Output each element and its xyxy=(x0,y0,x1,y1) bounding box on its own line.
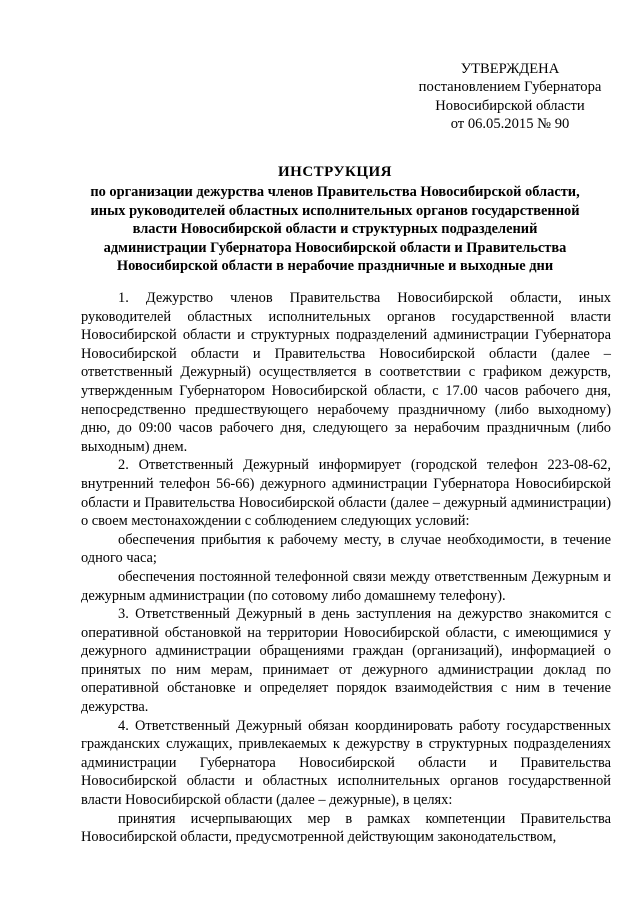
title-line: администрации Губернатора Новосибирской области и Правительства xyxy=(103,239,567,256)
paragraph-1: 1. Дежурство членов Правительства Новосибирской области, иных руководителей областных исполнительных органов государственной власти Новосибирской области и структурных подразделений администрации Губернатора Новосибирской области и Правительства Новосибирской области (далее – ответственный Дежурный) осуществляется в соответствии с графиком дежурств, утвержденным Губернатором Новосибирской области, с 17.00 часов рабочего дня, непосредственно предшествующего нерабочему праздничному (либо выходному) дню, до 09:00 часов рабочего дня, следующего за нерабочим праздничным (либо выходным) днем. xyxy=(81,290,611,455)
approval-date-number: от 06.05.2015 № 90 xyxy=(450,116,570,133)
paragraph-2: 2. Ответственный Дежурный информирует (городской телефон 223-08-62, внутренний телефон 56-66) дежурного администрации Губернатора Новосибирской области и Правительства Новосибирской области (далее – дежурный администрации) о своем местонахождении с соблюдением следующих условий: xyxy=(81,457,611,530)
title-line: по организации дежурства членов Правительства Новосибирской области, xyxy=(90,184,580,201)
paragraph-2-condition-2: обеспечения постоянной телефонной связи между ответственным Дежурным и дежурным администрации (по сотовому либо домашнему телефону). xyxy=(81,568,611,604)
approval-decree: постановлением Губернатора xyxy=(418,79,602,96)
title-line: иных руководителей областных исполнительных органов государственной xyxy=(90,202,580,219)
approval-stamp xyxy=(395,60,625,134)
paragraph-4-purpose-1: принятия исчерпывающих мер в рамках компетенции Правительства Новосибирской области, предусмотренной действующим законодательством, xyxy=(81,810,611,846)
title-heading: ИНСТРУКЦИЯ xyxy=(277,164,392,180)
approval-region: Новосибирской области xyxy=(435,97,585,114)
paragraph-2-condition-1: обеспечения прибытия к рабочему месту, в случае необходимости, в течение одного часа; xyxy=(81,531,611,567)
paragraph-3: 3. Ответственный Дежурный в день заступления на дежурство знакомится с оперативной обстановкой на территории Новосибирской области, с имеющимися у дежурного администрации обращениями граждан (организаций), информацией о принятых по ним мерам, принимает от дежурного администрации доклад по оперативной обстановке и определяет порядок взаимодействия с ним в течение дежурства. xyxy=(81,606,611,716)
document-title xyxy=(70,163,600,275)
title-line: власти Новосибирской области и структурных подразделений xyxy=(132,221,538,238)
approval-status: УТВЕРЖДЕНА xyxy=(460,61,560,77)
document-body xyxy=(81,289,611,847)
paragraph-4: 4. Ответственный Дежурный обязан координировать работу государственных гражданских служащих, привлекаемых к дежурству в структурных подразделениях администрации Губернатора Новосибирской области и Правительства Новосибирской области и областных исполнительных органов государственной власти Новосибирской области (далее – дежурные), в целях: xyxy=(81,717,611,809)
title-line: Новосибирской области в нерабочие праздничные и выходные дни xyxy=(116,258,554,275)
title-subtitle xyxy=(70,183,600,275)
